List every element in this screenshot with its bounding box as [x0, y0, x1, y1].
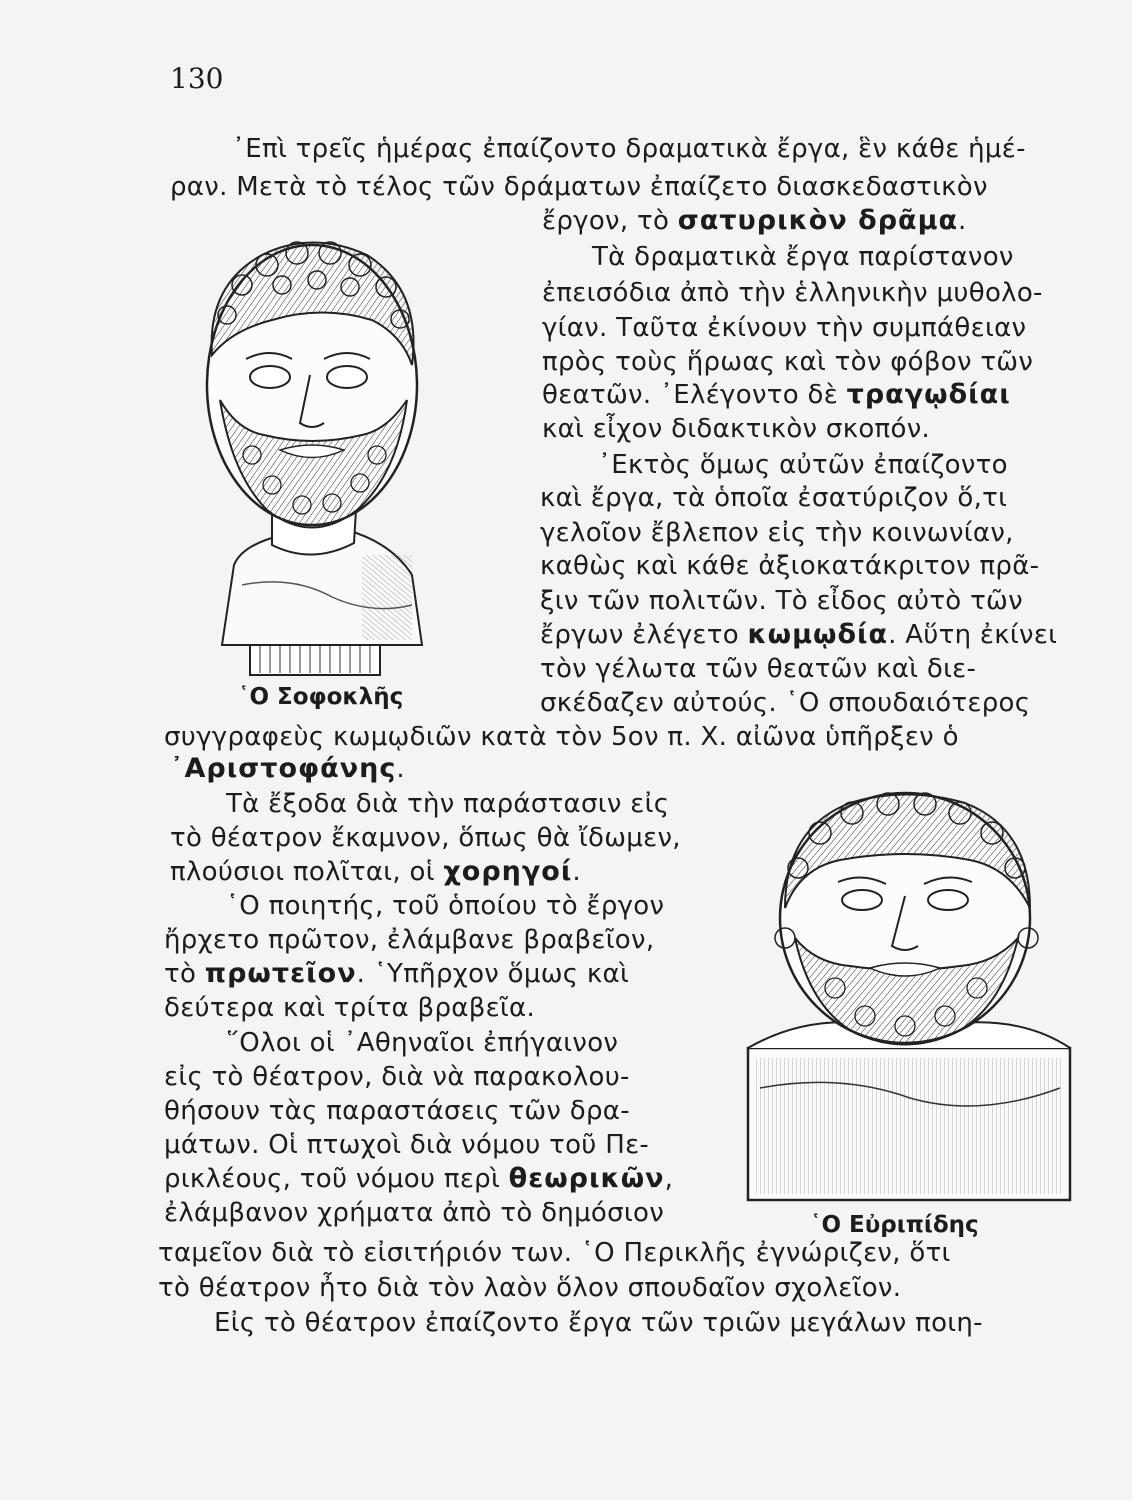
emphasized-term: σατυρικὸν δρᾶμα	[677, 205, 958, 236]
emphasized-term: ᾿Αριστοφάνης	[170, 753, 397, 784]
body-text-line	[164, 1128, 649, 1162]
text-run: καθὼς καὶ κάθε ἀξιοκατάκριτον πρᾶ-	[540, 551, 1040, 581]
text-run: τὸ θέατρον ἔκαμνον, ὅπως θὰ ἴδωμεν,	[170, 823, 681, 853]
text-run: Εἰς τὸ θέατρον ἐπαίζοντο ἔργα τῶν τριῶν μεγάλων ποιη-	[214, 1308, 983, 1338]
text-run: πρὸς τοὺς ἥρωας καὶ τὸν φόβον τῶν	[542, 347, 1034, 377]
text-run: καὶ εἶχον διδακτικὸν σκοπόν.	[542, 414, 931, 444]
body-text-line	[542, 412, 930, 446]
page-number: 130	[170, 62, 224, 95]
text-run: . ῾Υπῆρχον ὅμως καὶ	[356, 959, 630, 989]
body-text-line	[158, 1236, 951, 1270]
body-text-line	[164, 991, 535, 1025]
sophocles-caption: ῾Ο Σοφοκλῆς	[238, 684, 404, 710]
sophocles-bust-illustration	[172, 225, 444, 680]
body-text-line	[540, 516, 1014, 550]
text-run: Τὰ ἔξοδα διὰ τὴν παράστασιν εἰς	[226, 789, 670, 819]
body-text-line	[540, 652, 976, 686]
body-text-line	[226, 787, 669, 821]
text-run: .	[958, 206, 967, 236]
body-text-line	[170, 855, 581, 889]
body-text-line	[164, 1094, 630, 1128]
text-run: Τὰ δραματικὰ ἔργα παρίστανον	[592, 242, 1014, 272]
text-run: ἤρχετο πρῶτον, ἐλάμβανε βραβεῖον,	[164, 925, 655, 955]
text-run: μάτων. Οἱ πτωχοὶ διὰ νόμου τοῦ Πε-	[164, 1130, 650, 1160]
text-run: τὸ θέατρον ἦτο διὰ τὸν λαὸν ὅλον σπουδαῖον σχολεῖον.	[158, 1273, 902, 1303]
text-run: συγγραφεὺς κωμῳδιῶν κατὰ τὸν 5ον π. Χ. αἰῶνα ὑπῆρξεν ὁ	[164, 722, 959, 752]
text-run: πλούσιοι πολῖται, οἱ	[170, 857, 444, 887]
body-text-line	[164, 720, 959, 754]
text-run: ᾿Επὶ τρεῖς ἡμέρας ἐπαίζοντο δραματικὰ ἔργα, ἓν κάθε ἡμέ-	[232, 134, 1026, 164]
body-text-line	[540, 481, 1007, 515]
text-run: . Αὕτη ἐκίνει	[888, 620, 1058, 650]
text-run: ταμεῖον διὰ τὸ εἰσιτήριόν των. ῾Ο Περικλῆς ἐγνώριζεν, ὅτι	[158, 1238, 951, 1268]
text-run: ᾿Εκτὸς ὅμως αὐτῶν ἐπαίζοντο	[598, 450, 1008, 480]
text-run: ἔργον, τὸ	[542, 206, 678, 236]
body-text-line	[542, 311, 1026, 345]
emphasized-term: κωμῳδία	[747, 619, 889, 650]
text-run: ραν. Μετὰ τὸ τέλος τῶν δράματων ἐπαίζετο διασκεδαστικὸν	[170, 172, 988, 202]
text-run: καὶ ἔργα, τὰ ὁποῖα ἐσατύριζον ὅ,τι	[540, 483, 1008, 513]
emphasized-term: θεωρικῶν	[508, 1163, 665, 1194]
body-text-line	[164, 923, 654, 957]
euripides-caption: ῾Ο Εὐριπίδης	[810, 1212, 979, 1238]
body-text-line	[170, 752, 405, 786]
text-run: ἐπεισόδια ἀπὸ τὴν ἑλληνικὴν μυθολο-	[542, 278, 1043, 308]
text-run: ,	[664, 1164, 674, 1194]
body-text-line	[542, 378, 1011, 412]
body-text-line	[598, 448, 1008, 482]
body-text-line	[592, 240, 1014, 274]
body-text-line	[540, 584, 1023, 618]
text-run: ῾Ο ποιητής, τοῦ ὁποίου τὸ ἔργον	[226, 891, 665, 921]
text-run: γίαν. Ταῦτα ἐκίνουν τὴν συμπάθειαν	[542, 313, 1027, 343]
body-text-line	[170, 170, 988, 204]
text-run: .	[572, 857, 581, 887]
emphasized-term: χορηγοί	[443, 856, 573, 887]
body-text-line	[164, 957, 629, 991]
body-text-line	[540, 618, 1057, 652]
emphasized-term: τραγῳδίαι	[846, 379, 1011, 410]
body-text-line	[164, 1060, 630, 1094]
body-text-line	[232, 132, 1026, 166]
text-run: ἔργων ἐλέγετο	[540, 620, 748, 650]
body-text-line	[226, 889, 664, 923]
body-text-line	[542, 204, 967, 238]
body-text-line	[214, 1306, 983, 1340]
body-text-line	[158, 1271, 901, 1305]
body-text-line	[542, 276, 1043, 310]
text-run: δεύτερα καὶ τρίτα βραβεῖα.	[164, 993, 536, 1023]
text-run: ἐλάμβανον χρήματα ἀπὸ τὸ δημόσιον	[164, 1198, 665, 1228]
body-text-line	[170, 821, 681, 855]
text-run: ξιν τῶν πολιτῶν. Τὸ εἶδος αὐτὸ τῶν	[540, 586, 1023, 616]
text-run: σκέδαζεν αὐτούς. ῾Ο σπουδαιότερος	[540, 688, 1031, 718]
text-run: τὸν γέλωτα τῶν θεατῶν καὶ διε-	[540, 654, 977, 684]
euripides-bust-illustration	[740, 788, 1078, 1208]
text-run: ρικλέους, τοῦ νόμου περὶ	[164, 1164, 509, 1194]
body-text-line	[164, 1162, 673, 1196]
body-text-line	[540, 549, 1039, 583]
text-run: γελοῖον ἔβλεπον εἰς τὴν κοινωνίαν,	[540, 518, 1014, 548]
text-run: θήσουν τὰς παραστάσεις τῶν δρα-	[164, 1096, 630, 1126]
body-text-line	[542, 345, 1033, 379]
text-run: εἰς τὸ θέατρον, διὰ νὰ παρακολου-	[164, 1062, 630, 1092]
text-run: τὸ	[164, 959, 205, 989]
body-text-line	[540, 686, 1030, 720]
body-text-line	[226, 1026, 618, 1060]
text-run: θεατῶν. ᾿Ελέγοντο δὲ	[542, 380, 847, 410]
text-run: ῞Ολοι οἱ ᾿Αθηναῖοι ἐπήγαινον	[226, 1028, 619, 1058]
emphasized-term: πρωτεῖον	[204, 958, 357, 989]
text-run: .	[396, 754, 405, 784]
body-text-line	[164, 1196, 664, 1230]
